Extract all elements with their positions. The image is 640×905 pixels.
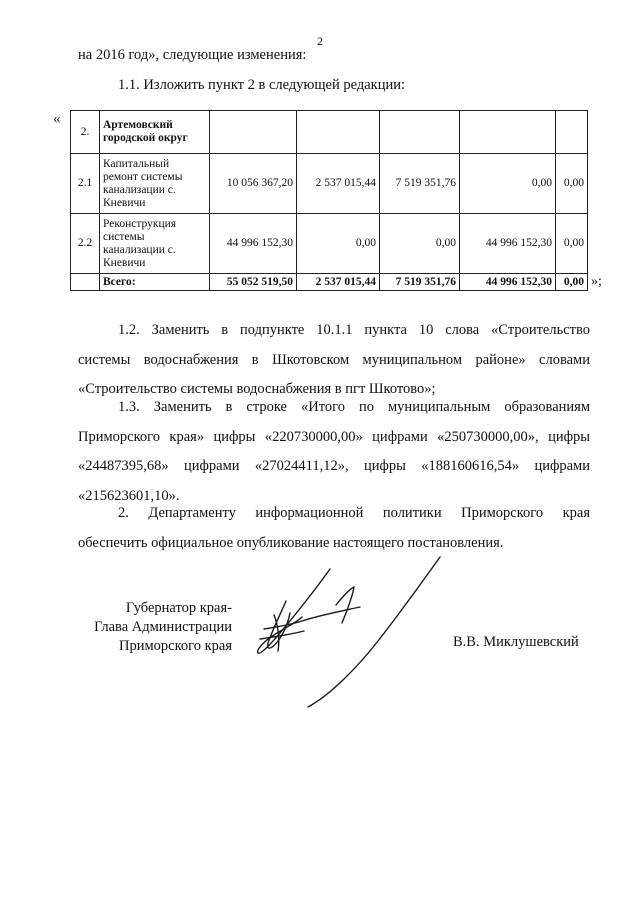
- row-name: Реконструкция системы канализации с. Кневичи: [100, 214, 210, 274]
- item-1-1-heading: 1.1. Изложить пункт 2 в следующей редакции:: [118, 77, 406, 93]
- signatory-name: В.В. Миклушевский: [453, 634, 579, 650]
- paragraph-1-3: [78, 393, 590, 511]
- row-value: 44 996 152,30: [210, 214, 297, 274]
- total-value: 7 519 351,76: [380, 274, 460, 291]
- paragraph-1-2: [78, 316, 590, 405]
- table-open-quote: «: [53, 111, 61, 127]
- row-value: 2 537 015,44: [297, 154, 380, 214]
- row-name: Капитальный ремонт системы канализации с. Кневичи: [100, 154, 210, 214]
- table-row: [71, 111, 588, 154]
- row-number: 2.2: [71, 214, 100, 274]
- paragraph-2: [78, 499, 590, 558]
- row-value: [460, 111, 556, 154]
- row-number: 2.: [71, 111, 100, 154]
- table-total-row: [71, 274, 588, 291]
- total-label: Всего:: [100, 274, 210, 291]
- signatory-title-line: Губернатор края-: [125, 600, 232, 616]
- table-close-quote: »;: [591, 274, 602, 289]
- row-value: 0,00: [556, 154, 588, 214]
- row-value: [380, 111, 460, 154]
- row-number: 2.1: [71, 154, 100, 214]
- row-value: 7 519 351,76: [380, 154, 460, 214]
- paragraph-line: «215623601,10».: [78, 487, 180, 504]
- table-row: [71, 214, 588, 274]
- paragraph-line: 1.3. Заменить в строке «Итого по муниципальным образованиям: [118, 399, 590, 415]
- paragraph-line: 1.2. Заменить в подпункте 10.1.1 пункта 10 слова «Строительство: [118, 322, 590, 338]
- paragraph-line: Приморского края» цифры «220730000,00» цифрами «250730000,00», цифры: [78, 428, 590, 445]
- row-value: 0,00: [556, 214, 588, 274]
- signatory-title: [78, 599, 232, 656]
- signatory-title-line: Глава Администрации: [94, 619, 232, 635]
- row-value: 0,00: [380, 214, 460, 274]
- budget-table: [70, 110, 588, 291]
- total-value: 44 996 152,30: [460, 274, 556, 291]
- total-value: 0,00: [556, 274, 588, 291]
- paragraph-line: обеспечить официальное опубликование настоящего постановления.: [78, 534, 504, 551]
- paragraph-line: «Строительство системы водоснабжения в пгт Шкотово»;: [78, 381, 436, 398]
- page-number: 2: [317, 34, 323, 48]
- row-value: [297, 111, 380, 154]
- row-value: [210, 111, 297, 154]
- total-value: 2 537 015,44: [297, 274, 380, 291]
- row-value: 10 056 367,20: [210, 154, 297, 214]
- row-value: [556, 111, 588, 154]
- row-value: 0,00: [297, 214, 380, 274]
- row-name: Артемовский городской округ: [100, 111, 210, 154]
- row-number: [71, 274, 100, 291]
- total-value: 55 052 519,50: [210, 274, 297, 291]
- row-value: 0,00: [460, 154, 556, 214]
- signatory-title-line: Приморского края: [118, 638, 232, 654]
- intro-line: на 2016 год», следующие изменения:: [78, 47, 307, 63]
- table-row: [71, 154, 588, 214]
- paragraph-line: «24487395,68» цифрами «27024411,12», цифры «188160616,54» цифрами: [78, 458, 590, 475]
- paragraph-line: системы водоснабжения в Шкотовском муниципальном районе» словами: [78, 351, 590, 368]
- handwritten-signature: [250, 555, 470, 715]
- paragraph-line: 2. Департаменту информационной политики Приморского края: [118, 505, 590, 521]
- row-value: 44 996 152,30: [460, 214, 556, 274]
